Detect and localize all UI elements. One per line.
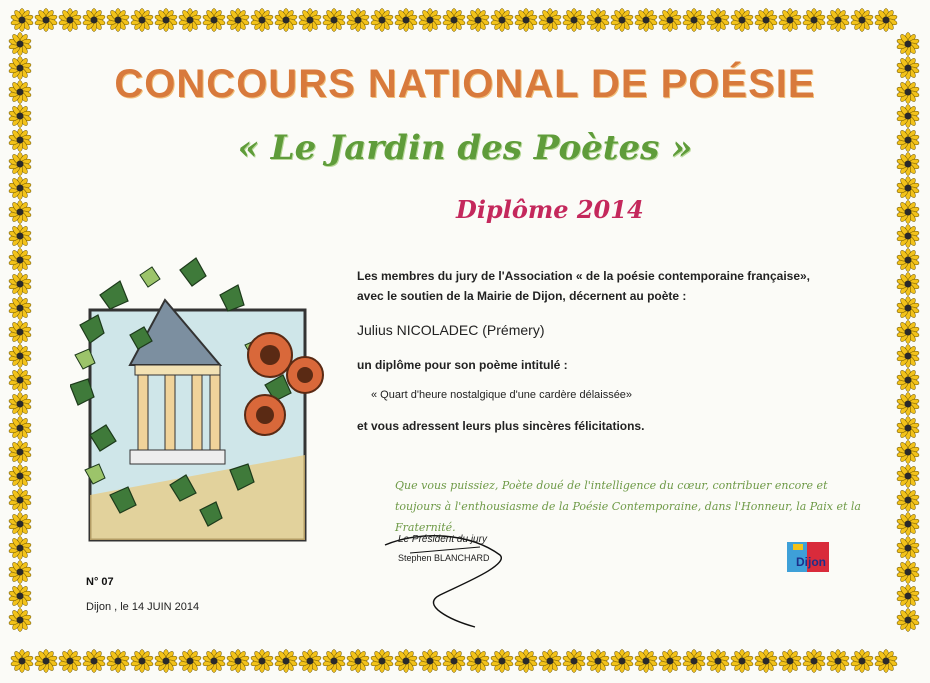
border-flower-icon — [896, 609, 919, 632]
border-flower-icon — [896, 417, 919, 440]
border-flower-icon — [896, 177, 919, 200]
border-flower-icon — [634, 650, 657, 673]
border-flower-icon — [896, 321, 919, 344]
border-flower-icon — [154, 9, 177, 32]
border-flower-icon — [754, 9, 777, 32]
border-flower-icon — [658, 650, 681, 673]
jury-intro: Les membres du jury de l'Association « de la poésie contemporaine française», avec le soutien de la Mairie de Dijon, décernent au poète : — [357, 269, 811, 303]
border-flower-icon — [802, 9, 825, 32]
border-flower-icon — [8, 273, 31, 296]
border-flower-icon — [896, 585, 919, 608]
diploma-year: Diplôme 2014 — [456, 195, 644, 224]
border-flower-icon — [586, 650, 609, 673]
border-flower-icon — [8, 609, 31, 632]
border-flower-icon — [706, 650, 729, 673]
poem-title: « Quart d'heure nostalgique d'une cardère délaissée» — [371, 389, 633, 401]
congratulations-line: et vous adressent leurs plus sincères félicitations. — [357, 419, 645, 433]
border-flower-icon — [896, 513, 919, 536]
border-flower-icon — [802, 650, 825, 673]
border-flower-icon — [562, 9, 585, 32]
border-flower-icon — [874, 9, 897, 32]
border-flower-icon — [8, 561, 31, 584]
border-flower-icon — [8, 321, 31, 344]
border-flower-icon — [706, 9, 729, 32]
border-flower-icon — [730, 9, 753, 32]
border-flower-icon — [58, 650, 81, 673]
border-flower-icon — [8, 177, 31, 200]
border-flower-icon — [298, 650, 321, 673]
border-flower-icon — [490, 9, 513, 32]
border-flower-icon — [250, 650, 273, 673]
border-flower-icon — [8, 393, 31, 416]
border-flower-icon — [896, 225, 919, 248]
border-flower-icon — [106, 650, 129, 673]
wish-paragraph: Que vous puissiez, Poète doué de l'intelligence du cœur, contribuer encore et toujours à l'enthousiasme de la Poésie Contemporaine, dans l'Honneur, la Paix et la Fraternité. — [395, 479, 861, 534]
poet-name: Julius NICOLADEC (Prémery) — [357, 322, 545, 338]
border-flower-icon — [896, 369, 919, 392]
border-flower-icon — [754, 650, 777, 673]
border-flower-icon — [8, 465, 31, 488]
border-flower-icon — [298, 9, 321, 32]
border-flower-icon — [8, 585, 31, 608]
border-flower-icon — [394, 9, 417, 32]
competition-title: CONCOURS NATIONAL DE POÉSIE — [114, 62, 816, 106]
border-flower-icon — [562, 650, 585, 673]
diploma-number: N° 07 — [86, 576, 114, 588]
border-flower-icon — [442, 650, 465, 673]
border-flower-icon — [730, 650, 753, 673]
border-flower-icon — [682, 650, 705, 673]
border-flower-icon — [826, 9, 849, 32]
border-flower-icon — [322, 9, 345, 32]
border-flower-icon — [682, 9, 705, 32]
border-flower-icon — [896, 105, 919, 128]
border-flower-icon — [8, 489, 31, 512]
border-flower-icon — [274, 650, 297, 673]
border-flower-icon — [8, 249, 31, 272]
border-flower-icon — [346, 9, 369, 32]
border-flower-icon — [826, 650, 849, 673]
award-line: un diplôme pour son poème intitulé : — [357, 358, 568, 372]
border-flower-icon — [634, 9, 657, 32]
border-flower-icon — [394, 650, 417, 673]
border-flower-icon — [418, 9, 441, 32]
border-flower-icon — [896, 441, 919, 464]
border-flower-icon — [346, 650, 369, 673]
border-flower-icon — [106, 9, 129, 32]
border-flower-icon — [250, 9, 273, 32]
border-flower-icon — [8, 345, 31, 368]
border-flower-icon — [8, 201, 31, 224]
border-flower-icon — [34, 9, 57, 32]
border-flower-icon — [896, 465, 919, 488]
border-flower-icon — [896, 489, 919, 512]
border-flower-icon — [514, 650, 537, 673]
border-flower-icon — [610, 650, 633, 673]
border-flower-icon — [274, 9, 297, 32]
border-flower-icon — [850, 9, 873, 32]
gazebo-illustration — [70, 255, 330, 555]
border-flower-icon — [538, 9, 561, 32]
border-flower-icon — [418, 650, 441, 673]
competition-subtitle: « Le Jardin des Poètes » — [237, 128, 693, 168]
border-flower-icon — [896, 201, 919, 224]
border-flower-icon — [8, 417, 31, 440]
border-flower-icon — [490, 650, 513, 673]
border-flower-icon — [896, 297, 919, 320]
border-flower-icon — [538, 650, 561, 673]
border-flower-icon — [896, 561, 919, 584]
border-flower-icon — [8, 513, 31, 536]
border-flower-icon — [178, 650, 201, 673]
border-flower-icon — [896, 345, 919, 368]
president-role: Le Président du jury — [398, 534, 487, 545]
border-flower-icon — [514, 9, 537, 32]
border-flower-icon — [778, 9, 801, 32]
border-flower-icon — [370, 9, 393, 32]
border-flower-icon — [8, 441, 31, 464]
border-flower-icon — [370, 650, 393, 673]
border-flower-icon — [226, 650, 249, 673]
border-flower-icon — [10, 650, 33, 673]
border-flower-icon — [58, 9, 81, 32]
border-flower-icon — [8, 105, 31, 128]
border-flower-icon — [130, 9, 153, 32]
border-flower-icon — [82, 9, 105, 32]
border-flower-icon — [202, 9, 225, 32]
border-flower-icon — [34, 650, 57, 673]
border-flower-icon — [8, 537, 31, 560]
border-flower-icon — [586, 9, 609, 32]
border-flower-icon — [850, 650, 873, 673]
border-flower-icon — [10, 9, 33, 32]
border-flower-icon — [896, 273, 919, 296]
border-flower-icon — [178, 9, 201, 32]
crest-label: Dijon — [796, 555, 826, 569]
president-name: Stephen BLANCHARD — [398, 553, 490, 563]
border-flower-icon — [8, 369, 31, 392]
border-flower-icon — [610, 9, 633, 32]
border-flower-icon — [82, 650, 105, 673]
border-flower-icon — [874, 650, 897, 673]
border-flower-icon — [658, 9, 681, 32]
border-flower-icon — [896, 249, 919, 272]
border-flower-icon — [896, 393, 919, 416]
border-flower-icon — [202, 650, 225, 673]
border-flower-icon — [8, 297, 31, 320]
border-flower-icon — [466, 650, 489, 673]
border-flower-icon — [154, 650, 177, 673]
border-flower-icon — [8, 33, 31, 56]
border-flower-icon — [322, 650, 345, 673]
border-flower-icon — [778, 650, 801, 673]
border-flower-icon — [442, 9, 465, 32]
border-flower-icon — [896, 537, 919, 560]
place-date: Dijon , le 14 JUIN 2014 — [86, 601, 200, 613]
border-flower-icon — [466, 9, 489, 32]
border-flower-icon — [896, 33, 919, 56]
border-flower-icon — [130, 650, 153, 673]
border-flower-icon — [226, 9, 249, 32]
border-flower-icon — [8, 225, 31, 248]
